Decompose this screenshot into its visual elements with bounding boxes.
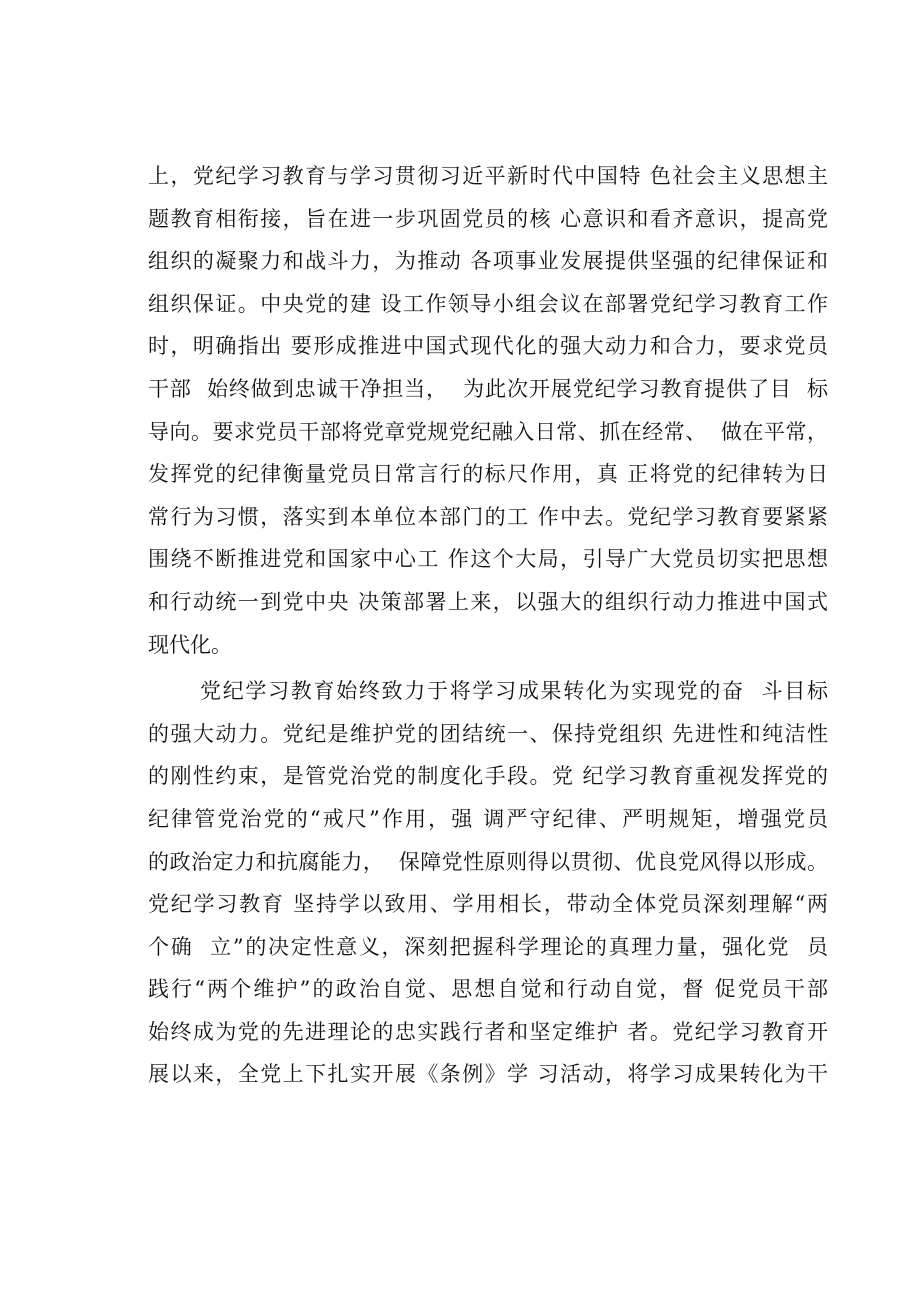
text-line: 和行动统一到党中央 决策部署上来，以强大的组织行动力推进中国式	[148, 589, 828, 614]
text-line: 组织保证。中央党的建 设工作领导小组会议在部署党纪学习教育工作	[148, 291, 828, 316]
text-line: 现代化。	[148, 632, 232, 657]
text-line: 干部 始终做到忠诚干净担当， 为此次开展党纪学习教育提供了目 标	[148, 376, 828, 401]
text-line: 的政治定力和抗腐能力， 保障党性原则得以贯彻、优良党风得以形成。	[148, 849, 828, 874]
text-line: 组织的凝聚力和战斗力，为推动 各项事业发展提供坚强的纪律保证和	[148, 249, 828, 274]
text-line: 围绕不断推进党和国家中心工 作这个大局，引导广大党员切实把思想	[148, 547, 828, 572]
text-line: 党纪学习教育始终致力于将学习成果转化为实现党的奋 斗目标	[200, 679, 828, 704]
text-line: 的强大动力。党纪是维护党的团结统一、保持党组织 先进性和纯洁性	[148, 721, 828, 746]
text-line: 时，明确指出 要形成推进中国式现代化的强大动力和合力，要求党员	[148, 334, 828, 359]
text-line: 践行“两个维护”的政治自觉、思想自觉和行动自觉，督 促党员干部	[148, 977, 828, 1002]
document-body	[148, 155, 828, 1096]
paragraph-2	[148, 670, 828, 1096]
text-line: 的刚性约束，是管党治党的制度化手段。党 纪学习教育重视发挥党的	[148, 764, 828, 789]
text-line: 个确 立”的决定性意义，深刻把握科学理论的真理力量，强化党 员	[148, 934, 828, 959]
text-line: 导向。要求党员干部将党章党规党纪融入日常、抓在经常、 做在平常，	[148, 419, 828, 444]
text-line: 纪律管党治党的“戒尺”作用，强 调严守纪律、严明规矩，增强党员	[148, 806, 828, 831]
text-line: 党纪学习教育 坚持学以致用、学用相长，带动全体党员深刻理解“两	[148, 892, 828, 917]
text-line: 发挥党的纪律衡量党员日常言行的标尺作用，真 正将党的纪律转为日	[148, 462, 828, 487]
text-line: 常行为习惯，落实到本单位本部门的工 作中去。党纪学习教育要紧紧	[148, 504, 828, 529]
text-line: 始终成为党的先进理论的忠实践行者和坚定维护 者。党纪学习教育开	[148, 1019, 828, 1044]
text-line: 题教育相衔接，旨在进一步巩固党员的核 心意识和看齐意识，提高党	[148, 206, 828, 231]
text-line: 展以来，全党上下扎实开展《条例》学 习活动，将学习成果转化为干	[148, 1062, 828, 1087]
text-line: 上，党纪学习教育与学习贯彻习近平新时代中国特 色社会主义思想主	[148, 164, 828, 188]
paragraph-1	[148, 155, 828, 666]
